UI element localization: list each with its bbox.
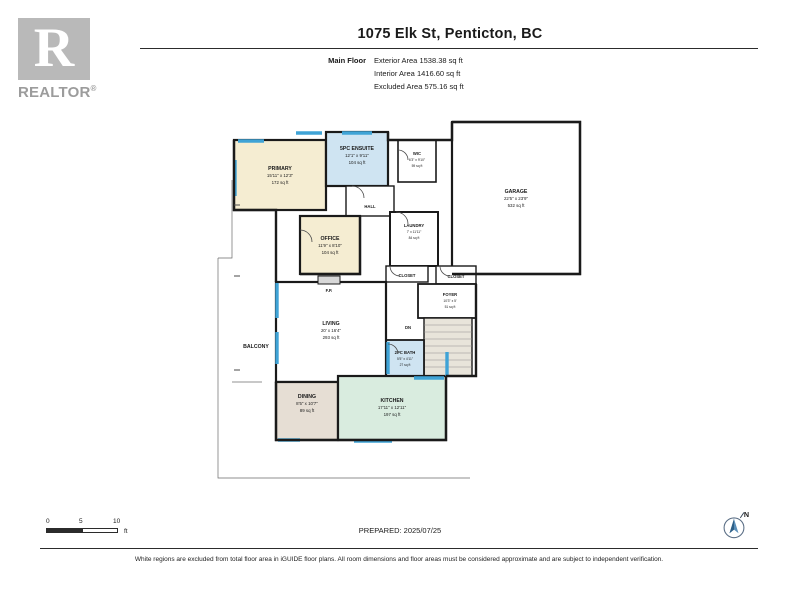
living-area: 293 sq ft	[322, 335, 340, 340]
interior-area-name: Interior Area	[374, 69, 415, 78]
room-balcony	[243, 344, 269, 350]
fireplace-label: F.P.	[325, 288, 333, 293]
kitchen-dims: 17'11" x 12'11"	[377, 405, 407, 410]
room-closet-1	[386, 266, 428, 282]
foyer-name: FOYER	[442, 292, 458, 297]
wic-name: WIC	[412, 151, 422, 156]
room-office	[300, 216, 360, 274]
dining-dims: 8'5" x 10'7"	[296, 401, 318, 406]
kitchen-area: 197 sq ft	[383, 412, 401, 417]
living-dims: 20' x 16'4"	[320, 328, 342, 333]
room-primary	[234, 140, 326, 210]
floor-label: Main Floor	[328, 56, 366, 65]
garage-area: 532 sq ft	[507, 203, 525, 208]
office-area: 104 sq ft	[321, 250, 339, 255]
excluded-area-value: 575.16 sq ft	[424, 82, 464, 91]
primary-area: 172 sq ft	[271, 180, 289, 185]
garage-name: GARAGE	[504, 189, 528, 195]
office-name: OFFICE	[320, 236, 340, 242]
room-garage	[452, 122, 580, 274]
room-foyer	[418, 284, 476, 318]
bath2pc-area: 27 sq ft	[399, 363, 411, 367]
room-2pc-bath	[386, 340, 424, 376]
room-ensuite	[326, 132, 388, 186]
garage-dims: 22'5" x 23'9"	[503, 196, 529, 201]
stairs-direction-label: DN	[404, 325, 412, 330]
dining-area: 89 sq ft	[299, 408, 315, 413]
scale-tick-5: 5	[79, 518, 83, 525]
ensuite-name: 5PC ENSUITE	[339, 146, 375, 152]
balcony-label: BALCONY	[243, 344, 269, 350]
scale-tick-10: 10	[113, 518, 121, 525]
foyer-dims: 10'3" x 5'	[443, 299, 457, 303]
room-dining	[276, 382, 338, 440]
dining-name: DINING	[297, 394, 317, 400]
excluded-area-name: Excluded Area	[374, 82, 423, 91]
closet1-name: CLOSET	[398, 273, 416, 278]
foyer-area: 51 sq ft	[444, 305, 456, 309]
primary-name: PRIMARY	[268, 166, 292, 172]
footer-divider	[40, 548, 758, 549]
closet2-name: CLOSET	[447, 274, 465, 279]
primary-dims: 15'11" x 12'3"	[266, 173, 294, 178]
compass-north-label: N	[743, 510, 750, 519]
exterior-area-value: 1538.38 sq ft	[419, 56, 463, 65]
room-kitchen	[338, 376, 446, 440]
realtor-wordmark-text: REALTOR	[18, 84, 91, 101]
disclaimer-text: White regions are excluded from total floor area in iGUIDE floor plans. All room dimensions and floor areas must be considered approximate and are subject to independent verification.	[134, 556, 664, 563]
prepared-date: PREPARED: 2025/07/25	[358, 526, 442, 535]
kitchen-name: KITCHEN	[380, 398, 404, 404]
wic-dims: 6'3" x 9'10"	[408, 158, 426, 162]
bath2pc-name: 2PC BATH	[394, 350, 416, 355]
laundry-area: 84 sq ft	[408, 236, 420, 240]
exterior-area-name: Exterior Area	[374, 56, 418, 65]
laundry-name: LAUNDRY	[403, 223, 425, 228]
room-living	[276, 282, 386, 382]
compass-rose-icon	[716, 508, 752, 544]
room-laundry	[390, 212, 438, 266]
wic-area: 59 sq ft	[411, 164, 423, 168]
ensuite-dims: 12'1" x 9'11"	[345, 153, 369, 158]
room-wic	[398, 140, 436, 182]
page-title: 1075 Elk St, Penticton, BC	[357, 26, 543, 42]
living-name: LIVING	[322, 321, 340, 327]
trademark-symbol: ®	[90, 84, 97, 93]
hall-name: HALL	[364, 204, 376, 209]
office-dims: 11'9" x 8'10"	[318, 243, 342, 248]
ensuite-area: 104 sq ft	[348, 160, 366, 165]
bath2pc-dims: 5'5" x 4'11"	[396, 357, 414, 361]
edge-ticks	[234, 205, 240, 370]
interior-area-value: 1416.60 sq ft	[416, 69, 461, 78]
scale-tick-0: 0	[46, 518, 50, 525]
room-hall	[346, 186, 394, 216]
scale-unit: ft	[124, 528, 128, 535]
laundry-dims: 7' x 11'11"	[406, 230, 422, 234]
realtor-logo-letter: R	[33, 17, 75, 79]
